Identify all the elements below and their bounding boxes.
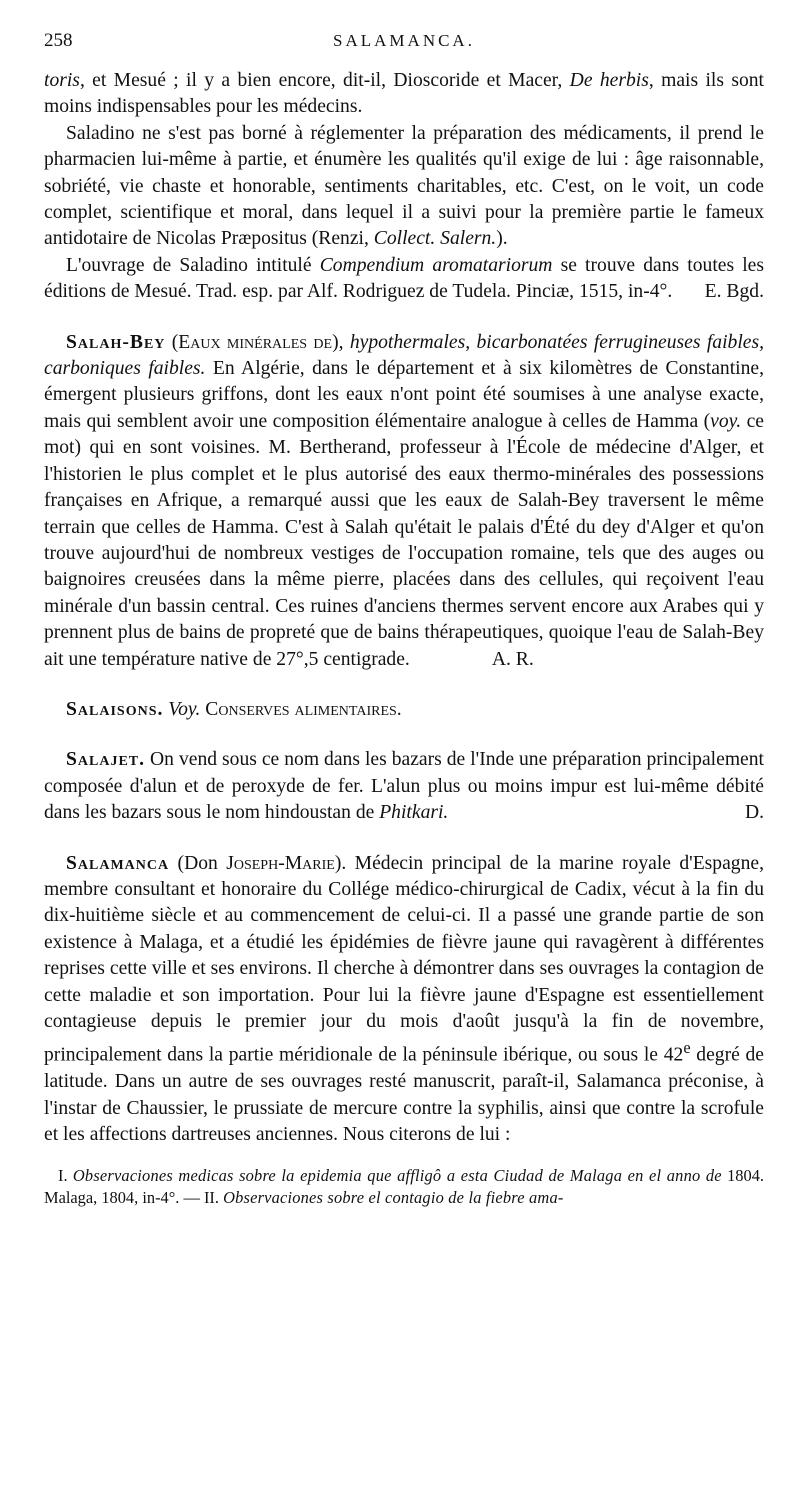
italic-citation: Collect. Salern. xyxy=(373,228,497,250)
running-head: SALAMANCA. xyxy=(333,31,475,50)
reference-title: Observaciones medicas sobre la epidemia que affligô a esta Ciudad de Malaga en el anno de xyxy=(72,1165,722,1185)
cross-reference: Voy. xyxy=(168,698,201,720)
italic-term: Phitkari. xyxy=(379,802,449,824)
entry-salah-bey: Salah-Bey (Eaux minérales de), hypothermales, bicarbonatées ferrugineuses faibles, carboniques faibles. En Algérie, dans le département et à six kilomètres de Constantine, émergent plusieurs griffons, dont les eaux n'ont point été soumises à une analyse exacte, mais qui semblent avoir une composition élémentaire analogue à celles de Hamma (voy. ce mot) qui en sont voisines. M. Bertherand, professeur à l'École de médecine d'Alger, et l'historien le plus complet et le plus autorisé des eaux thermo-minérales des possessions françaises en Afrique, a remarqué aussi que les eaux de Salah-Bey traversent le même terrain que celles de Hamma. C'est à Salah qu'était le palais d'Été du dey d'Alger et qu'on trouve aujourd'hui de nombreux vestiges de l'occupation romaine, tels que des auges ou baignoires creusées dans la même pierre, placées dans des cellules, qui reçoivent l'eau minérale d'un bassin central. Ces ruines d'anciens thermes servent encore aux Arabes qui y prennent plus de bains de propreté que de bains thérapeutiques, quoique l'eau de Salah-Bey ait une température native de 27°,5 centigrade. A. R. xyxy=(44,330,764,673)
entry-subtitle: Eaux minérales de xyxy=(178,331,333,353)
page-number: 258 xyxy=(44,30,73,51)
entry-subtitle: Joseph-Marie xyxy=(226,852,335,874)
entry-headword: Salamanca xyxy=(66,852,170,874)
entry-headword: Salajet. xyxy=(66,749,146,771)
cross-reference: voy. xyxy=(710,410,742,432)
cross-reference-target: Conserves alimentaires. xyxy=(205,698,402,720)
saladino-work-paragraph: L'ouvrage de Saladino intitulé Compendium aromatariorum se trouve dans toutes les éditions de Mesué. Trad. esp. par Alf. Rodriguez de Tudela. Pinciæ, 1515, in-4°. E. Bgd. xyxy=(44,253,764,306)
entry-headword: Salaisons. xyxy=(66,698,164,720)
author-signature: E. Bgd. xyxy=(704,281,764,303)
saladino-paragraph: Saladino ne s'est pas borné à réglementer la préparation des médicaments, il prend le pharmacien lui-même à partie, et énumère les qualités qu'il exige de lui : âge raisonnable, sobriété, vie chaste et honorable, sentiments charitables, etc. C'est, on le voit, un code complet, scientifique et moral, dans lequel il a suivi pour la première partie le fameux antidotaire de Nicolas Præpositus (Renzi, Collect. Salern.). xyxy=(44,122,764,250)
entry-salamanca: Salamanca (Don Joseph-Marie). Médecin principal de la marine royale d'Espagne, membre consultant et honoraire du Collége médico-chirurgical de Cadix, vécut à la fin du dix-huitième siècle et au commencement de celui-ci. Il a passé une grande partie de son existence à Malaga, et a étudié les épidémies de fièvre jaune qui ravagèrent à différentes reprises cette ville et ses environs. Il cherche à démontrer dans ses ouvrages la contagion de cette maladie et son importation. Pour lui la fièvre jaune d'Espagne est essentiellement contagieuse depuis le premier jour du mois d'août jusqu'à la fin de novembre, principalement dans la partie méridionale de la péninsule ibérique, ou sous le 42e degré de latitude. Dans un autre de ses ouvrages resté manuscrit, paraît-il, Salamanca préconise, à l'instar de Chaussier, le prussiate de mercure contre la syphilis, ainsi que contre la scrofule et les affections dartreuses anciennes. Nous citerons de lui : xyxy=(44,852,764,1146)
italic-title: Compendium aromatariorum xyxy=(319,254,553,276)
bibliography-references: I. Observaciones medicas sobre la epidemia que affligô a esta Ciudad de Malaga en el anno de 1804. Malaga, 1804, in-4°. — II. Observaciones sobre el contagio de la fiebre ama- xyxy=(44,1165,764,1207)
continuation-paragraph: toris, et Mesué ; il y a bien encore, dit-il, Dioscoride et Macer, De herbis, mais ils sont moins indispensables pour les médecins. xyxy=(44,70,764,118)
entry-salaisons xyxy=(44,697,764,723)
italic-fragment: toris xyxy=(44,70,80,91)
reference-title: Observaciones sobre el contagio de la fiebre ama- xyxy=(223,1187,564,1207)
superscript: e xyxy=(683,1038,691,1058)
entry-salajet: Salajet. On vend sous ce nom dans les bazars de l'Inde une préparation principalement composée d'alun et de peroxyde de fer. L'alun plus ou moins impur est lui-même débité dans les bazars sous le nom hindoustan de Phitkari. D. xyxy=(44,747,764,826)
page-header xyxy=(44,28,764,58)
italic-title: De herbis xyxy=(569,70,649,91)
author-signature: A. R. xyxy=(491,648,534,670)
entry-headword: Salah-Bey xyxy=(66,331,166,353)
author-signature: D. xyxy=(744,802,764,824)
entry-classification: hypothermales, bicarbonatées ferrugineuses faibles, carboniques faibles. xyxy=(44,331,764,380)
